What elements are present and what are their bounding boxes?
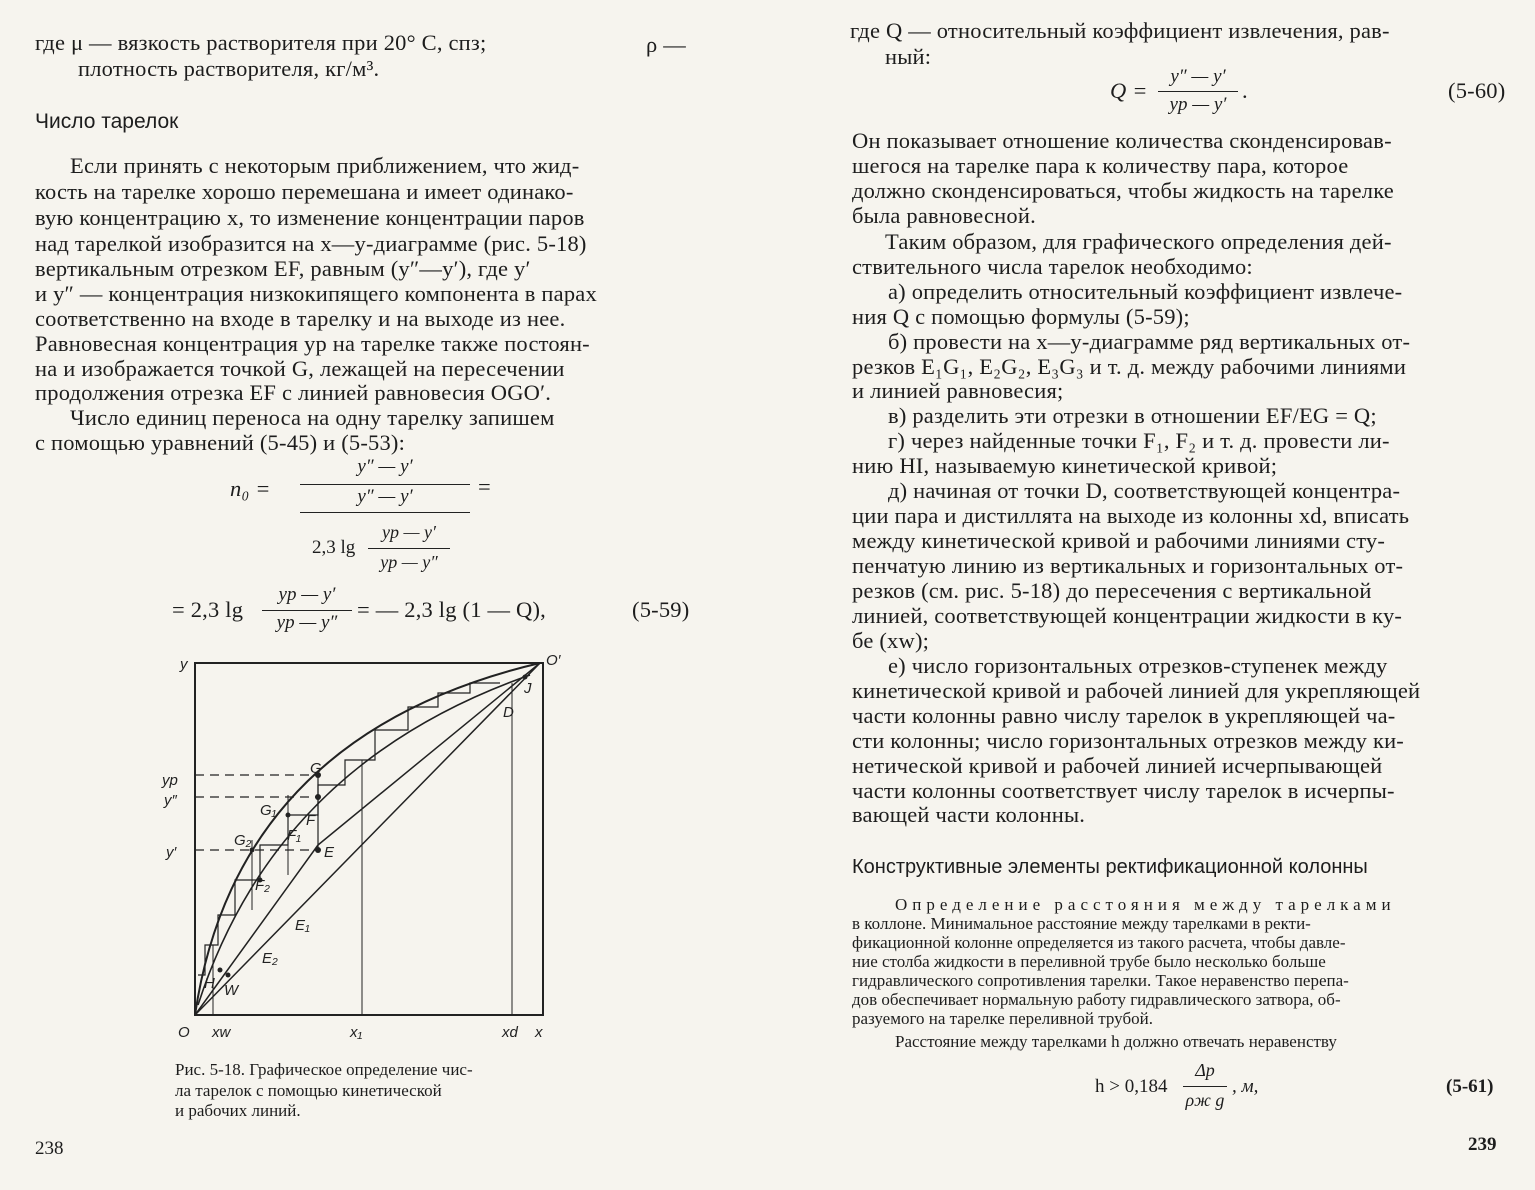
label-J: J: [524, 680, 532, 697]
page-number: 238: [35, 1138, 64, 1159]
staircase: [198, 683, 500, 975]
eq-h-lhs: h > 0,184: [1095, 1076, 1168, 1097]
text-line: вертикальным отрезком EF, равным (y″—y′), где y′: [35, 256, 531, 281]
text-line: между кинетической кривой и рабочими линиями сту-: [852, 528, 1386, 553]
small-line: Определение расстояния между тарелками: [895, 895, 1396, 914]
ylabel-y2: y″: [164, 792, 177, 809]
caption-line: Рис. 5-18. Графическое определение чис-: [175, 1060, 473, 1079]
text-line: пенчатую линию из вертикальных и горизонтальных от-: [852, 553, 1404, 578]
intro-line-1: где Q — относительный коэффициент извлечения, рав-: [850, 18, 1390, 43]
eq2-num: yр — y′: [278, 584, 336, 605]
label-H: H: [204, 975, 215, 992]
eq2-fraction-bar: [262, 610, 352, 611]
label-G1: G₁: [260, 802, 277, 819]
right-page: [770, 0, 1535, 1190]
eq-h-unit: , м,: [1232, 1076, 1259, 1097]
text-line: ции пара и дистиллята на выходе из колонны xd, вписать: [852, 503, 1410, 528]
eq-Q-den: yр — y′: [1169, 94, 1227, 115]
text-line: над тарелкой изобразится на x—y-диаграмме (рис. 5-18): [35, 231, 587, 256]
point-E: [315, 847, 321, 853]
list-item-e: е) число горизонтальных отрезков-ступенек между: [888, 653, 1388, 678]
text-line: и линией равновесия;: [852, 378, 1064, 403]
label-G2: G₂: [234, 832, 252, 849]
equation-number: (5-59): [632, 597, 690, 622]
text-line: ния Q с помощью формулы (5-59);: [852, 304, 1190, 329]
text-line: Он показывает отношение количества сконденсировав-: [852, 128, 1392, 153]
text-line: Равновесная концентрация yр на тарелке также постоян-: [35, 331, 590, 356]
text-line: вающей части колонны.: [852, 802, 1086, 827]
label-D: D: [503, 704, 514, 721]
text-line: продолжения отрезка EF с линией равновесия OGO′.: [35, 380, 552, 405]
label-W: W: [224, 982, 239, 999]
point-J: [523, 675, 528, 680]
label-E2: E₂: [262, 950, 278, 967]
text-line: Если принять с некоторым приближением, что жид-: [70, 153, 580, 178]
eq2-den: yр — y″: [276, 612, 338, 633]
text-line: сти колонны; число горизонтальных отрезков между ки-: [852, 728, 1405, 753]
xlabel-xd: xd: [502, 1024, 518, 1041]
small-line: гидравлического сопротивления тарелки. Такое неравенство перепа-: [852, 971, 1349, 990]
text-line: кинетической кривой и рабочей линией для укрепляющей: [852, 678, 1421, 703]
list-item-v: в) разделить эти отрезки в отношении EF/EG = Q;: [888, 403, 1377, 428]
eq-h-num: Δp: [1195, 1060, 1215, 1080]
intro-line-1: где μ — вязкость растворителя при 20° С, спз;: [35, 30, 487, 55]
page-number: 239: [1468, 1134, 1497, 1155]
label-F1: F₁: [287, 827, 301, 844]
section-heading: Число тарелок: [35, 110, 179, 133]
label-E1: E₁: [295, 917, 310, 934]
point-H: [218, 968, 223, 973]
small-line: разуемого на тарелке переливной трубой.: [852, 1009, 1153, 1028]
list-item-g: г) через найденные точки F₁, F₂ и т. д. провести ли-: [888, 428, 1390, 453]
eq-Q-fraction-bar: [1158, 91, 1238, 92]
point-F: [315, 794, 321, 800]
text-line: с помощью уравнений (5-45) и (5-53):: [35, 430, 406, 455]
eq-inner-num: y″ — y′: [357, 486, 413, 507]
inner-fraction-bar: [300, 512, 470, 513]
eq-Q-num: y″ — y′: [1170, 66, 1226, 87]
xlabel-x1: x₁: [350, 1024, 363, 1041]
section-heading: Конструктивные элементы ректификационной колонны: [852, 856, 1368, 878]
point-F1: [286, 813, 291, 818]
text-line: шегося на тарелке пара к количеству пара, которое: [852, 153, 1349, 178]
axis-y-label: y: [180, 656, 188, 673]
xlabel-xw: xw: [212, 1024, 231, 1041]
text-line: была равновесной.: [852, 203, 1036, 228]
equation-number: (5-61): [1446, 1076, 1494, 1097]
list-item-b: б) провести на x—y-диаграмме ряд вертикальных от-: [888, 329, 1411, 354]
text-line: нию HI, называемую кинетической кривой;: [852, 453, 1278, 478]
ylabel-y1: y′: [166, 844, 177, 861]
small-line: дов обеспечивает нормальную работу гидравлического затвора, об-: [852, 990, 1341, 1009]
text-line: ствительного числа тарелок необходимо:: [852, 254, 1253, 279]
label-F: F: [306, 812, 316, 829]
eq-h-den: ρж g: [1185, 1090, 1225, 1110]
text-line: части колонны равно числу тарелок в укрепляющей ча-: [852, 703, 1396, 728]
caption-line: и рабочих линий.: [175, 1101, 301, 1120]
text-line: должно сконденсироваться, чтобы жидкость на тарелке: [852, 178, 1394, 203]
text-line: резков E₁G₁, E₂G₂, E₃G₃ и т. д. между рабочими линиями: [852, 354, 1407, 379]
text-line: Таким образом, для графического определения дей-: [885, 229, 1392, 254]
point-W: [226, 973, 231, 978]
list-item-a: а) определить относительный коэффициент извлече-: [888, 279, 1403, 304]
text-line: Число единиц переноса на одну тарелку запишем: [70, 405, 555, 430]
intro-line-2: ный:: [885, 44, 932, 69]
label-E: E: [324, 844, 335, 861]
small-line: фикационной колонне определяется из такого расчета, чтобы давле-: [852, 933, 1346, 952]
caption-line: ла тарелок с помощью кинетической: [175, 1081, 442, 1100]
eq2-start: = 2,3 lg: [172, 597, 244, 622]
text-line: на и изображается точкой G, лежащей на пересечении: [35, 356, 565, 381]
eq-inner-frac-num: yр — y′: [382, 522, 436, 542]
label-F2: F₂: [255, 877, 270, 894]
small-line: Расстояние между тарелками h должно отвечать неравенству: [895, 1032, 1337, 1051]
left-page: [0, 0, 760, 1190]
figure-5-18: [160, 645, 580, 1050]
text-line: вую концентрацию x, то изменение концентрации паров: [35, 205, 585, 230]
text-line: бе (xw);: [852, 628, 930, 653]
text-line: нетической кривой и рабочей линией исчерпывающей: [852, 753, 1383, 778]
main-fraction-bar: [300, 484, 470, 485]
list-item-d: д) начиная от точки D, соответствующей концентра-: [888, 478, 1401, 503]
small-line: в коллоне. Минимальное расстояние между тарелками в ректи-: [852, 914, 1311, 933]
eq-n0-lhs: n₀ =: [230, 476, 271, 501]
small-line: ние столба жидкости в переливной трубе было несколько больше: [852, 952, 1326, 971]
eq-inner-frac-den: yр — y″: [380, 552, 438, 572]
small-fraction-bar: [368, 548, 450, 549]
xlabel-x: x: [535, 1024, 543, 1041]
origin-label: O: [178, 1024, 190, 1041]
intro-line-2: плотность растворителя, кг/м³.: [78, 56, 380, 81]
ylabel-yp: yp: [162, 772, 178, 789]
label-G: G: [310, 760, 322, 777]
text-line: кость на тарелке хорошо перемешана и имеет одинако-: [35, 179, 574, 204]
intro-rho: ρ —: [646, 32, 686, 57]
operating-line-rectifying: [318, 663, 540, 845]
eq-Q-dot: .: [1242, 78, 1248, 103]
eq-frac-top: y″ — y′: [357, 456, 413, 477]
equation-number: (5-60): [1448, 78, 1506, 103]
text-line: части колонны соответствует числу тарелок в исчерпы-: [852, 778, 1395, 803]
eq-equals: =: [478, 474, 491, 499]
o-prime-label: O′: [546, 652, 561, 669]
eq-coef: 2,3 lg: [312, 537, 356, 558]
text-line: и y″ — концентрация низкокипящего компонента в парах: [35, 281, 597, 306]
text-line: соответственно на входе в тарелку и на выходе из нее.: [35, 306, 566, 331]
text-line: линией, соответствующей концентрации жидкости в ку-: [852, 603, 1403, 628]
eq2-end: = — 2,3 lg (1 — Q),: [357, 597, 546, 622]
eq-Q-lhs: Q =: [1110, 78, 1148, 103]
eq-h-fraction-bar: [1183, 1086, 1227, 1087]
text-line: резков (см. рис. 5-18) до пересечения с вертикальной: [852, 578, 1372, 603]
